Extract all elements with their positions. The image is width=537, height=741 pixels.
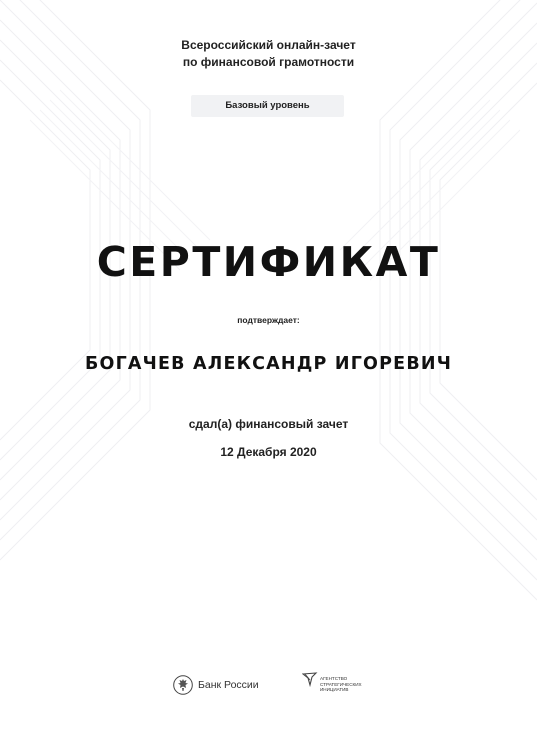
asi-name-line3: ИНИЦИАТИВ xyxy=(320,687,349,692)
asi-name-line1: АГЕНТСТВО xyxy=(320,676,348,681)
double-headed-eagle-icon xyxy=(173,675,193,695)
recipient-name: БОГАЧЕВ АЛЕКСАНДР ИГОРЕВИЧ xyxy=(84,354,453,374)
bank-of-russia-logo xyxy=(173,674,259,696)
contest-title-line2: по финансовой грамотности xyxy=(182,55,355,69)
asi-name-line2: СТРАТЕГИЧЕСКИХ xyxy=(320,681,362,687)
contest-title-line1: Всероссийский онлайн-зачет xyxy=(181,38,356,52)
certificate-title: СЕРТИФИКАТ xyxy=(96,238,441,286)
contest-title xyxy=(0,37,537,71)
confirms-label: подтверждает: xyxy=(237,315,300,325)
asi-arrow-icon xyxy=(302,671,318,687)
level-badge: Базовый уровень xyxy=(191,95,344,117)
asi-logo xyxy=(302,671,362,693)
asi-name xyxy=(320,676,362,693)
bank-name: Банк России xyxy=(198,679,259,691)
issue-date: 12 Декабря 2020 xyxy=(220,445,317,459)
passed-statement: сдал(а) финансовый зачет xyxy=(188,417,349,431)
